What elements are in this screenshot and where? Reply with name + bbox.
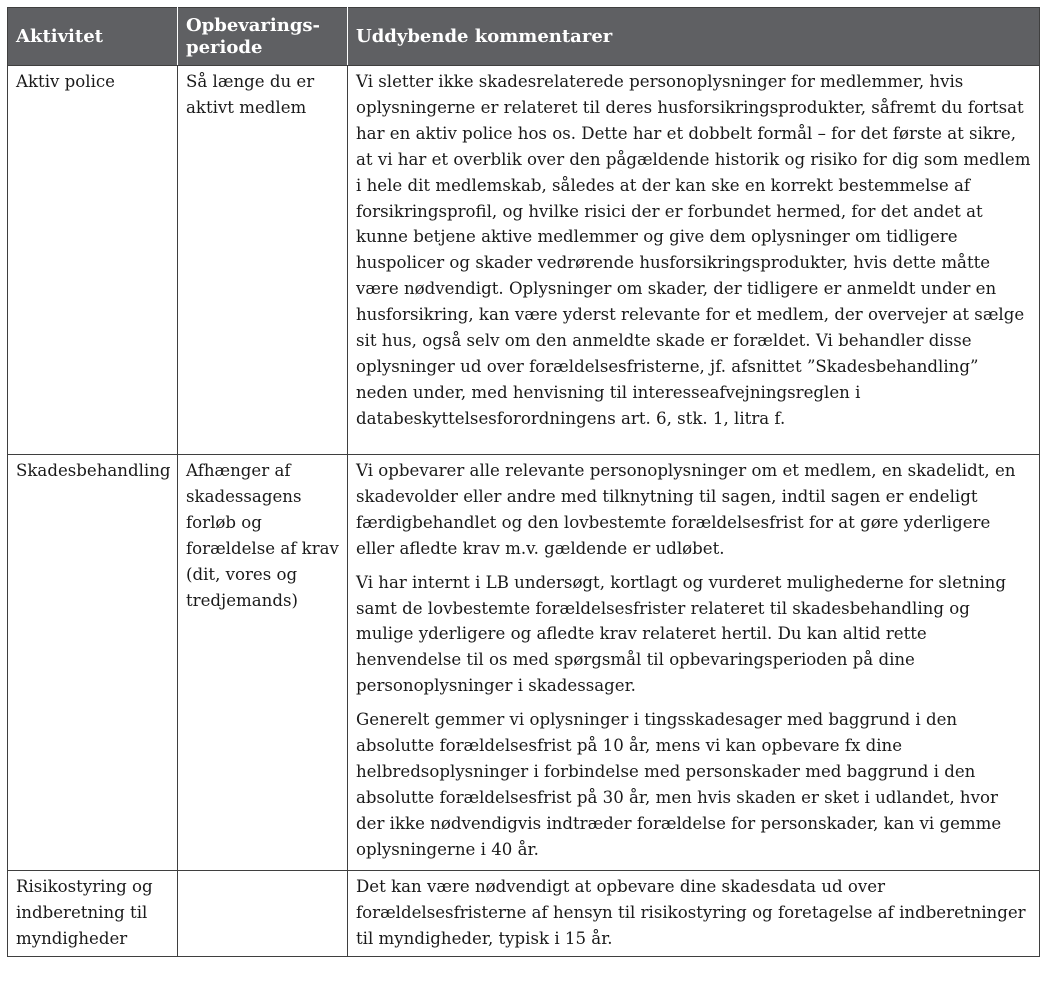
table-row (8, 871, 1040, 957)
cell-comments (348, 871, 1040, 957)
header-comments: Uddybende kommentarer (348, 8, 1040, 66)
cell-retention (178, 871, 348, 957)
cell-retention: Afhænger af skadessagens forløb og forældelse af krav (dit, vores og tredjemands) (178, 455, 348, 871)
comment-paragraph: Det kan være nødvendigt at opbevare dine skadesdata ud over forældelsesfristerne af hensyn til risikostyring og foretagelse af indberetninger til myndigheder, typisk i 15 år. (356, 877, 1026, 948)
table-header-row (8, 8, 1040, 66)
comment-paragraph: Vi sletter ikke skadesrelaterede personoplysninger for medlemmer, hvis oplysningerne er relateret til deres husforsikringsprodukter, såfremt du fortsat har en aktiv police hos os. Dette har et dobbelt formål – for det første at sikre, at vi har et overblik over den pågældende historik og risiko for dig som medlem i hele dit medlemskab, således at der kan ske en korrekt bestemmelse af forsikringsprofil, og hvilke risici der er forbundet hermed, for det andet at kunne betjene aktive medlemmer og give dem oplysninger om tidligere huspolicer og skader vedrørende husforsikringsprodukter, hvis dette måtte være nødvendigt. Oplysninger om skader, der tidligere er anmeldt under en husforsikring, kan være yderst relevante for et medlem, der overvejer at sælge sit hus, også selv om den anmeldte skade er forældet. Vi behandler disse oplysninger ud over forældelsesfristerne, jf. afsnittet ”Skadesbehandling” neden under, med henvisning til interesseafvejningsreglen i databeskyttelsesforordningens art. 6, stk. 1, litra f. (356, 72, 1031, 428)
table-row (8, 455, 1040, 871)
cell-activity: Skadesbehandling (8, 455, 178, 871)
cell-retention: Så længe du er aktivt medlem (178, 66, 348, 455)
header-retention-period: Opbevarings- periode (178, 8, 348, 66)
header-activity: Aktivitet (8, 8, 178, 66)
cell-comments (348, 66, 1040, 455)
cell-comments (348, 455, 1040, 871)
cell-activity: Aktiv police (8, 66, 178, 455)
cell-activity: Risikostyring og indberetning til myndigheder (8, 871, 178, 957)
table-row (8, 66, 1040, 455)
retention-table (7, 7, 1040, 957)
comment-paragraph: Generelt gemmer vi oplysninger i tingsskadesager med baggrund i den absolutte forældelsesfrist på 10 år, mens vi kan opbevare fx dine helbredsoplysninger i forbindelse med personskader med baggrund i den absolutte forældelsesfrist på 30 år, men hvis skaden er sket i udlandet, hvor der ikke nødvendigvis indtræder forældelse for personskader, kan vi gemme oplysningerne i 40 år. (356, 710, 1002, 859)
comment-paragraph: Vi har internt i LB undersøgt, kortlagt og vurderet mulighederne for sletning samt de lovbestemte forældelsesfrister relateret til skadesbehandling og mulige yderligere og afledte krav relateret hertil. Du kan altid rette henvendelse til os med spørgsmål til opbevaringsperioden på dine personoplysninger i skadessager. (356, 572, 1006, 696)
comment-paragraph: Vi opbevarer alle relevante personoplysninger om et medlem, en skadelidt, en skadevolder eller andre med tilknytning til sagen, indtil sagen er endeligt færdigbehandlet og den lovbestemte forældelsesfrist for at gøre yderligere eller afledte krav m.v. gældende er udløbet. (356, 461, 1016, 558)
